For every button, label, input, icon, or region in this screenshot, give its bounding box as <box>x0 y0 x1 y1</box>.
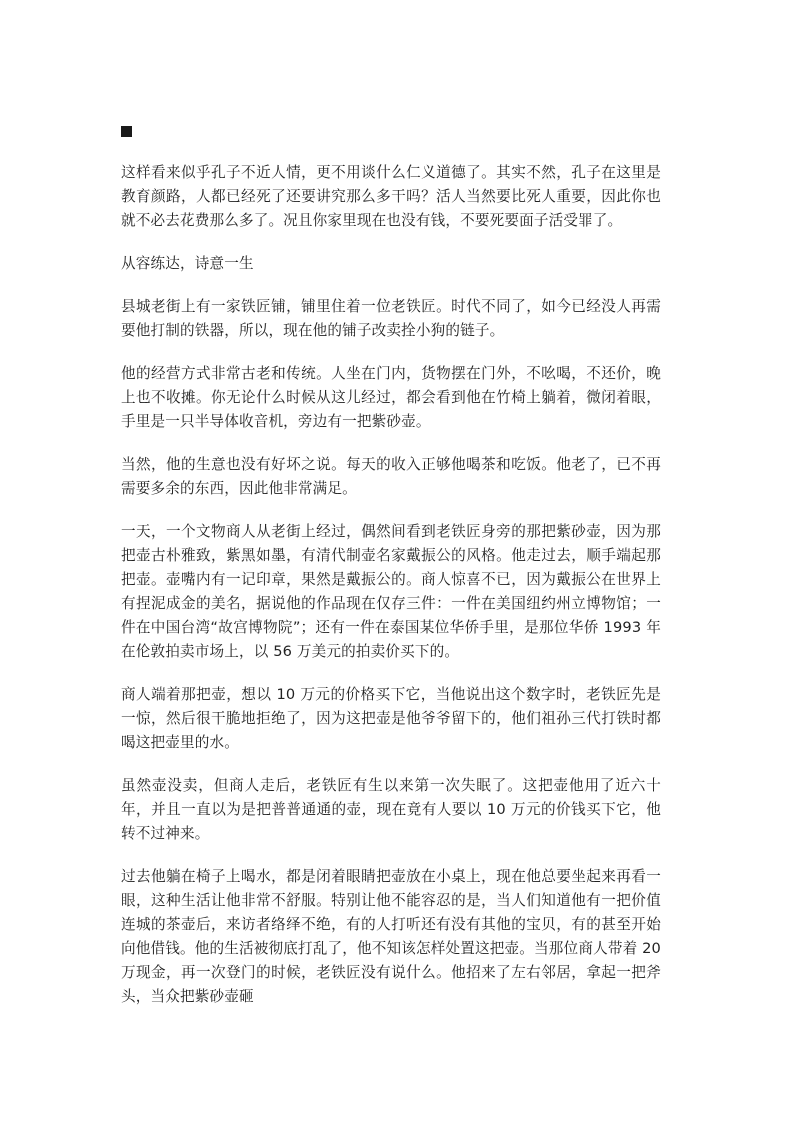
paragraph-blacksmith-shop: 县城老街上有一家铁匠铺，铺里住着一位老铁匠。时代不同了，如今已经没人再需要他打制的铁器，所以，现在他的铺子改卖拴小狗的链子。 <box>121 298 661 339</box>
paragraph-business-style: 他的经营方式非常古老和传统。人坐在门内，货物摆在门外，不吆喝，不还价，晚上也不收摊。你无论什么时候从这儿经过，都会看到他在竹椅上躺着，微闭着眼，手里是一只半导体收音机，旁边有一把紫砂壶。 <box>121 365 661 430</box>
document-page <box>121 126 661 1028</box>
paragraph-intro: 这样看来似乎孔子不近人情，更不用谈什么仁义道德了。其实不然，孔子在这里是教育颜路，人都已经死了还要讲究那么多干吗？活人当然要比死人重要，因此你也就不必去花费那么多了。况且你家里现在也没有钱，不要死要面子活受罪了。 <box>121 164 661 229</box>
square-bullet-icon <box>121 126 132 137</box>
paragraph-contentment: 当然，他的生意也没有好坏之说。每天的收入正够他喝茶和吃饭。他老了，已不再需要多余的东西，因此他非常满足。 <box>121 456 661 497</box>
paragraph-antique-dealer: 一天，一个文物商人从老街上经过，偶然间看到老铁匠身旁的那把紫砂壶，因为那把壶古朴雅致，紫黑如墨，有清代制壶名家戴振公的风格。他走过去，顺手端起那把壶。壶嘴内有一记印章，果然是戴振公的。商人惊喜不已，因为戴振公在世界上有捏泥成金的美名，据说他的作品现在仅存三件：一件在美国纽约州立博物馆；一件在中国台湾“故宫博物院”；还有一件在泰国某位华侨手里，是那位华侨 1993 年在伦敦拍卖市场上，以 56 万美元的拍卖价买下的。 <box>121 523 661 660</box>
section-heading: 从容练达，诗意一生 <box>121 255 254 272</box>
paragraph-offer: 商人端着那把壶，想以 10 万元的价格买下它，当他说出这个数字时，老铁匠先是一惊，然后很干脆地拒绝了，因为这把壶是他爷爷留下的，他们祖孙三代打铁时都喝这把壶里的水。 <box>121 686 661 751</box>
paragraph-disturbed-life: 过去他躺在椅子上喝水，都是闭着眼睛把壶放在小桌上，现在他总要坐起来再看一眼，这种生活让他非常不舒服。特别让他不能容忍的是，当人们知道他有一把价值连城的茶壶后，来访者络绎不绝，有的人打听还有没有其他的宝贝，有的甚至开始向他借钱。他的生活被彻底打乱了，他不知该怎样处置这把壶。当那位商人带着 20 万现金，再一次登门的时候，老铁匠没有说什么。他招来了左右邻居，拿起一把斧头，当众把紫砂壶砸 <box>121 868 661 1005</box>
paragraph-sleepless: 虽然壶没卖，但商人走后，老铁匠有生以来第一次失眠了。这把壶他用了近六十年，并且一直以为是把普普通通的壶，现在竟有人要以 10 万元的价钱买下它，他转不过神来。 <box>121 777 661 842</box>
